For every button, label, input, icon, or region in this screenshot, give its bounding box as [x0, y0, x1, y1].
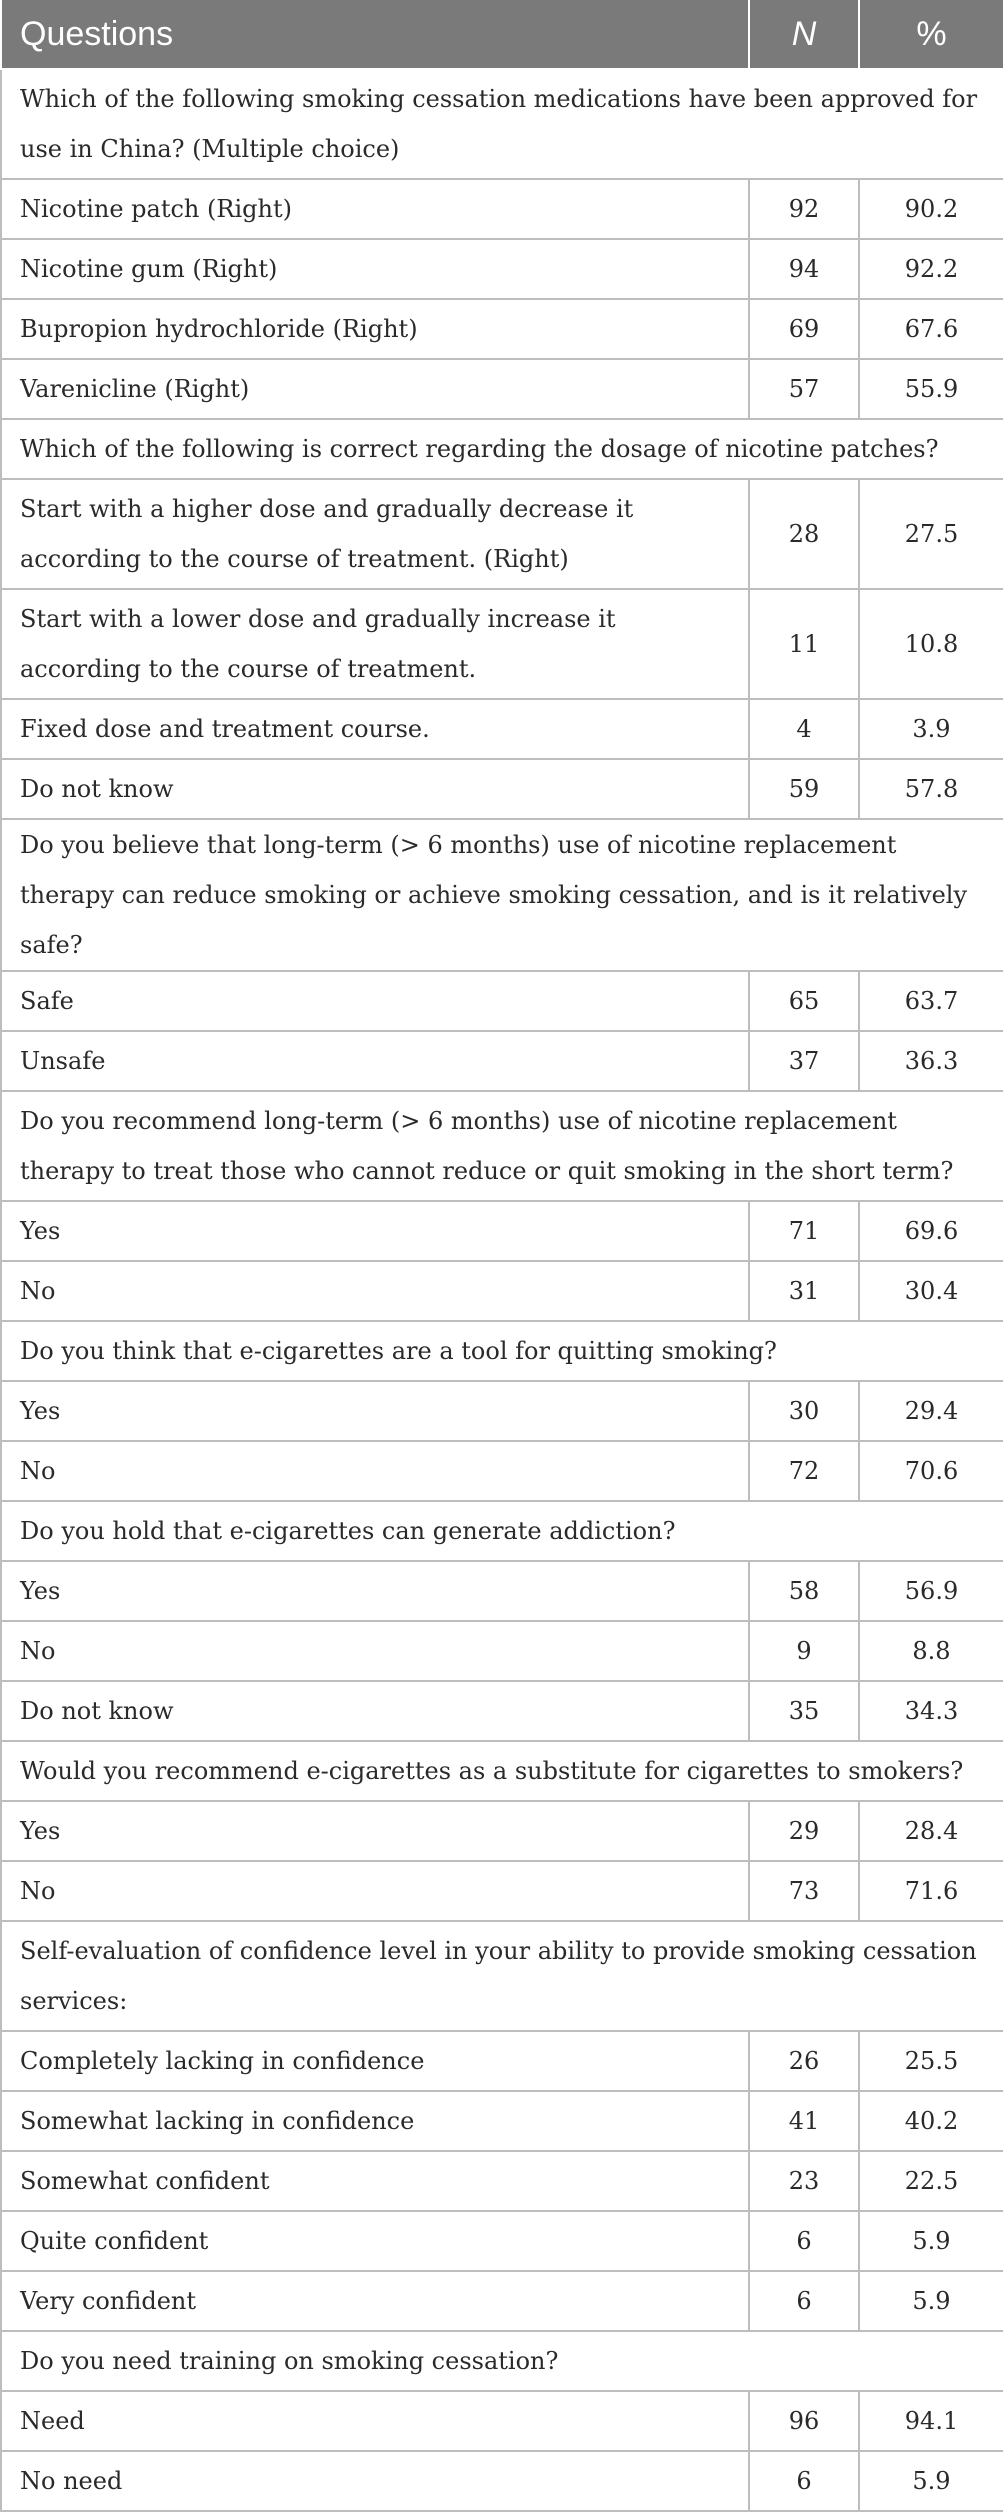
answer-n: 72 — [749, 1441, 859, 1501]
answer-percent: 90.2 — [859, 179, 1003, 239]
answer-row — [1, 971, 1003, 1031]
answer-row — [1, 1031, 1003, 1091]
answer-text: Do not know — [1, 759, 749, 819]
answer-n: 37 — [749, 1031, 859, 1091]
answer-n: 31 — [749, 1261, 859, 1321]
answer-n: 11 — [749, 589, 859, 699]
answer-percent: 69.6 — [859, 1201, 1003, 1261]
question-text: Do you recommend long-term (> 6 months) use of nicotine replacement therapy to treat those who cannot reduce or quit smoking in the short term? — [1, 1091, 1003, 1201]
answer-text: Completely lacking in confidence — [1, 2031, 749, 2091]
answer-row — [1, 239, 1003, 299]
question-text: Self-evaluation of confidence level in your ability to provide smoking cessation services: — [1, 1921, 1003, 2031]
answer-text: No need — [1, 2451, 749, 2511]
header-n: N — [749, 0, 859, 69]
header-row — [1, 0, 1003, 69]
answer-text: Start with a higher dose and gradually decrease it according to the course of treatment. (Right) — [1, 479, 749, 589]
answer-percent: 30.4 — [859, 1261, 1003, 1321]
answer-row — [1, 589, 1003, 699]
answer-row — [1, 179, 1003, 239]
answer-percent: 25.5 — [859, 2031, 1003, 2091]
answer-percent: 10.8 — [859, 589, 1003, 699]
answer-n: 57 — [749, 359, 859, 419]
answer-text: Need — [1, 2391, 749, 2451]
answer-row — [1, 2451, 1003, 2511]
answer-text: No — [1, 1441, 749, 1501]
answer-row — [1, 1381, 1003, 1441]
header-questions: Questions — [1, 0, 749, 69]
question-row — [1, 819, 1003, 971]
header-percent: % — [859, 0, 1003, 69]
answer-text: Nicotine gum (Right) — [1, 239, 749, 299]
answer-percent: 34.3 — [859, 1681, 1003, 1741]
question-row — [1, 1741, 1003, 1801]
question-text: Which of the following smoking cessation medications have been approved for use in China? (Multiple choice) — [1, 69, 1003, 179]
answer-n: 23 — [749, 2151, 859, 2211]
answer-text: Bupropion hydrochloride (Right) — [1, 299, 749, 359]
answer-n: 71 — [749, 1201, 859, 1261]
answer-percent: 70.6 — [859, 1441, 1003, 1501]
answer-n: 69 — [749, 299, 859, 359]
question-row — [1, 1091, 1003, 1201]
answer-percent: 55.9 — [859, 359, 1003, 419]
answer-percent: 40.2 — [859, 2091, 1003, 2151]
answer-n: 6 — [749, 2271, 859, 2331]
answer-row — [1, 1441, 1003, 1501]
answer-n: 4 — [749, 699, 859, 759]
answer-row — [1, 1201, 1003, 1261]
answer-row — [1, 759, 1003, 819]
answer-text: Do not know — [1, 1681, 749, 1741]
answer-row — [1, 479, 1003, 589]
answer-n: 41 — [749, 2091, 859, 2151]
question-text: Would you recommend e-cigarettes as a substitute for cigarettes to smokers? — [1, 1741, 1003, 1801]
answer-row — [1, 1681, 1003, 1741]
answer-percent: 28.4 — [859, 1801, 1003, 1861]
answer-percent: 36.3 — [859, 1031, 1003, 1091]
answer-percent: 56.9 — [859, 1561, 1003, 1621]
answer-row — [1, 359, 1003, 419]
answer-n: 58 — [749, 1561, 859, 1621]
answer-n: 96 — [749, 2391, 859, 2451]
answer-n: 6 — [749, 2451, 859, 2511]
question-row — [1, 1321, 1003, 1381]
answer-row — [1, 1801, 1003, 1861]
answer-percent: 27.5 — [859, 479, 1003, 589]
question-row — [1, 419, 1003, 479]
answer-n: 9 — [749, 1621, 859, 1681]
answer-row — [1, 2151, 1003, 2211]
question-text: Which of the following is correct regarding the dosage of nicotine patches? — [1, 419, 1003, 479]
answer-row — [1, 2391, 1003, 2451]
answer-text: Quite confident — [1, 2211, 749, 2271]
answer-text: Somewhat confident — [1, 2151, 749, 2211]
answer-n: 59 — [749, 759, 859, 819]
answer-text: Start with a lower dose and gradually increase it according to the course of treatment. — [1, 589, 749, 699]
answer-percent: 5.9 — [859, 2271, 1003, 2331]
question-text: Do you believe that long-term (> 6 months) use of nicotine replacement therapy can reduce smoking or achieve smoking cessation, and is it relatively safe? — [1, 819, 1003, 971]
answer-n: 30 — [749, 1381, 859, 1441]
answer-text: Nicotine patch (Right) — [1, 179, 749, 239]
answer-percent: 5.9 — [859, 2211, 1003, 2271]
answer-n: 92 — [749, 179, 859, 239]
question-row — [1, 2331, 1003, 2391]
answer-text: Varenicline (Right) — [1, 359, 749, 419]
answer-text: Yes — [1, 1801, 749, 1861]
answer-row — [1, 1861, 1003, 1921]
answer-text: Safe — [1, 971, 749, 1031]
answer-n: 6 — [749, 2211, 859, 2271]
answer-text: Yes — [1, 1381, 749, 1441]
answer-row — [1, 2091, 1003, 2151]
answer-text: No — [1, 1261, 749, 1321]
answer-n: 73 — [749, 1861, 859, 1921]
table-body — [1, 69, 1003, 2511]
answer-row — [1, 1561, 1003, 1621]
question-text: Do you hold that e-cigarettes can generate addiction? — [1, 1501, 1003, 1561]
answer-percent: 92.2 — [859, 239, 1003, 299]
answer-row — [1, 2271, 1003, 2331]
answer-text: Yes — [1, 1561, 749, 1621]
question-text: Do you need training on smoking cessation? — [1, 2331, 1003, 2391]
answer-percent: 22.5 — [859, 2151, 1003, 2211]
question-text: Do you think that e-cigarettes are a tool for quitting smoking? — [1, 1321, 1003, 1381]
answer-text: Yes — [1, 1201, 749, 1261]
answer-text: Unsafe — [1, 1031, 749, 1091]
answer-percent: 5.9 — [859, 2451, 1003, 2511]
answer-percent: 57.8 — [859, 759, 1003, 819]
answer-percent: 63.7 — [859, 971, 1003, 1031]
answer-percent: 8.8 — [859, 1621, 1003, 1681]
answer-row — [1, 2031, 1003, 2091]
answer-n: 29 — [749, 1801, 859, 1861]
table-header — [1, 0, 1003, 69]
answer-text: No — [1, 1621, 749, 1681]
answer-n: 28 — [749, 479, 859, 589]
answer-n: 65 — [749, 971, 859, 1031]
answer-n: 35 — [749, 1681, 859, 1741]
answer-text: No — [1, 1861, 749, 1921]
answer-percent: 29.4 — [859, 1381, 1003, 1441]
answer-n: 26 — [749, 2031, 859, 2091]
answer-text: Somewhat lacking in confidence — [1, 2091, 749, 2151]
answer-percent: 71.6 — [859, 1861, 1003, 1921]
answer-percent: 67.6 — [859, 299, 1003, 359]
answer-n: 94 — [749, 239, 859, 299]
answer-row — [1, 699, 1003, 759]
answer-percent: 3.9 — [859, 699, 1003, 759]
answer-row — [1, 1621, 1003, 1681]
answer-text: Very confident — [1, 2271, 749, 2331]
answer-row — [1, 299, 1003, 359]
question-row — [1, 69, 1003, 179]
answer-row — [1, 1261, 1003, 1321]
answer-text: Fixed dose and treatment course. — [1, 699, 749, 759]
question-row — [1, 1921, 1003, 2031]
answer-row — [1, 2211, 1003, 2271]
question-row — [1, 1501, 1003, 1561]
answer-percent: 94.1 — [859, 2391, 1003, 2451]
